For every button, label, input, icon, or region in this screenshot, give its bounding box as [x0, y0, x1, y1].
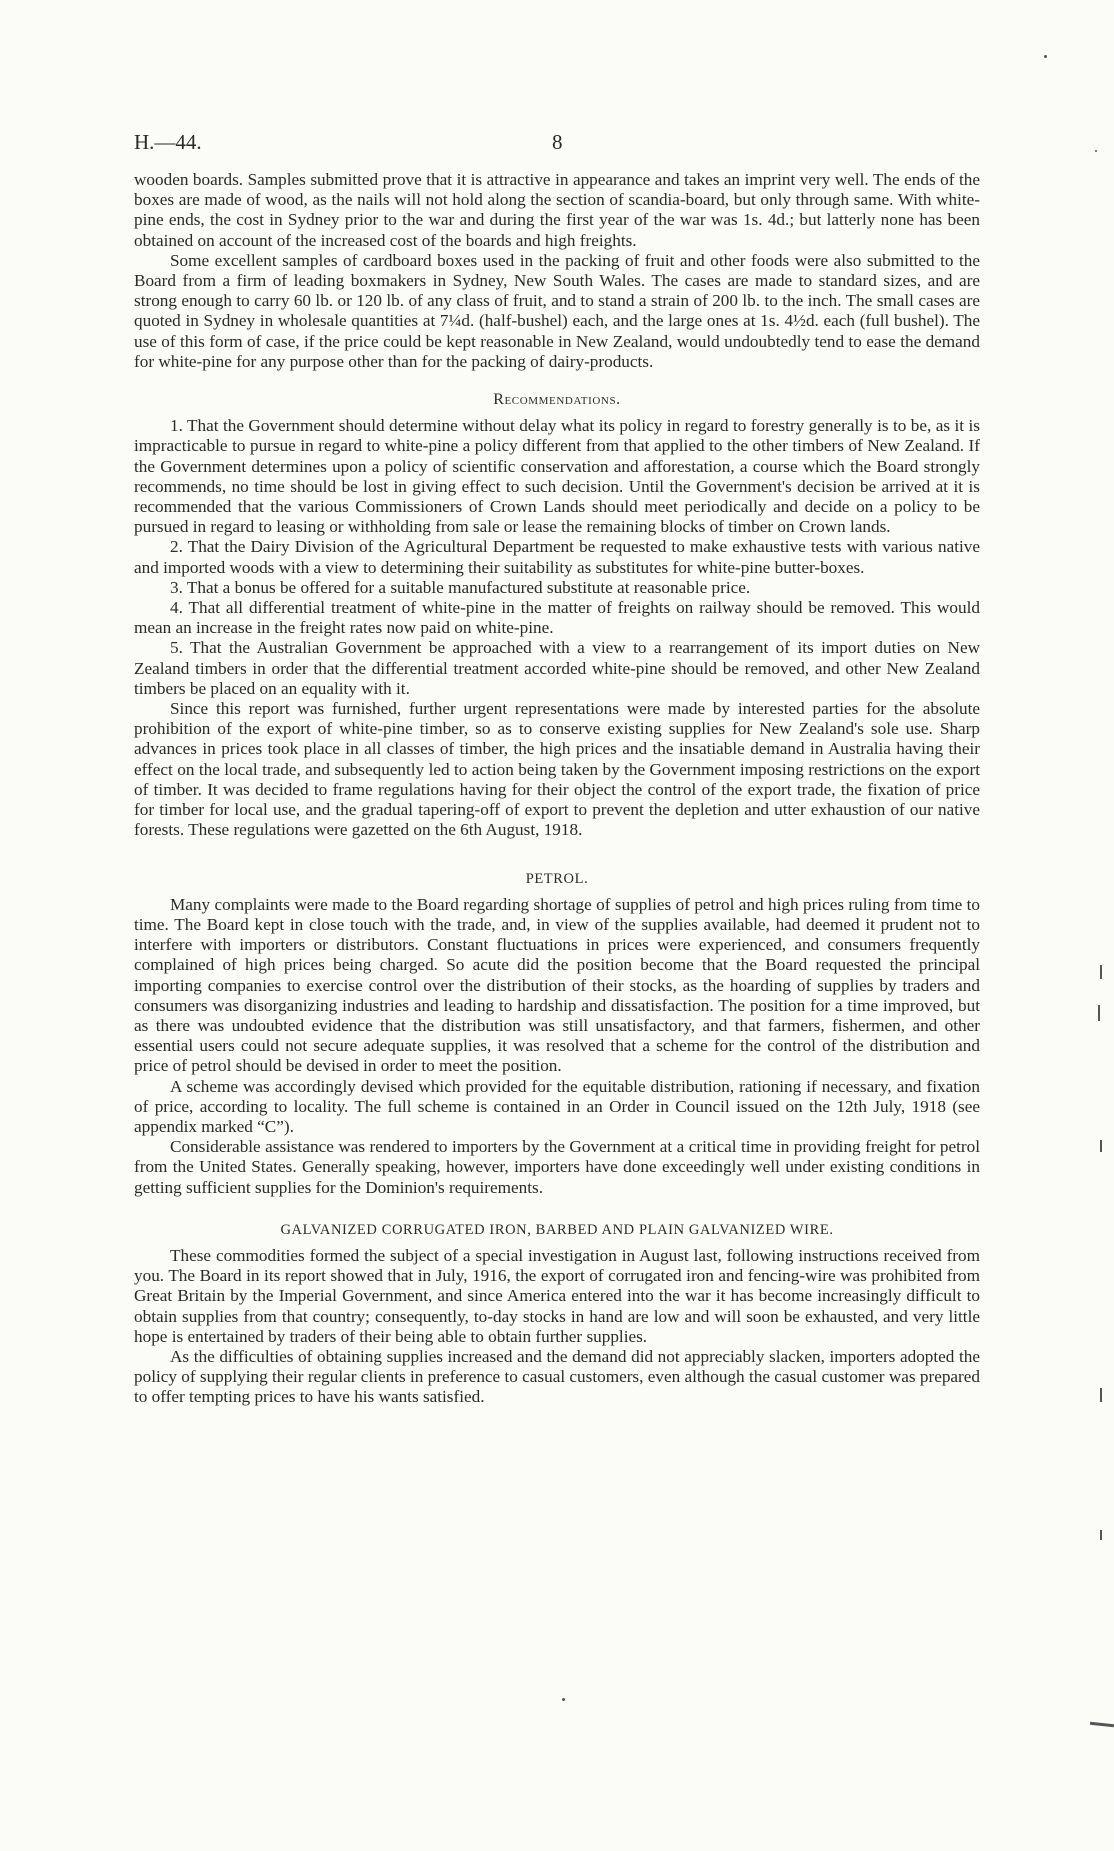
paragraph: Considerable assistance was rendered to importers by the Government at a critical time in providing freight for petrol from the United States. Generally speaking, however, importers have done exceedingly well under existing conditions in getting sufficient supplies for the Dominion's requirements. [134, 1137, 980, 1197]
paragraph: These commodities formed the subject of a special investigation in August last, following instructions received from you. The Board in its report showed that in July, 1916, the export of corrugated iron and fencing-wire was prohibited from Great Britain by the Imperial Government, and since America entered into the war it has become increasingly difficult to obtain supplies from that country; consequently, to-day stocks in hand are low and will soon be exhausted, and very little hope is entertained by traders of their being able to obtain further supplies. [134, 1245, 980, 1346]
section-heading: GALVANIZED CORRUGATED IRON, BARBED AND PLAIN GALVANIZED WIRE. [280, 1221, 834, 1238]
scan-speck [1100, 965, 1102, 979]
paragraph: wooden boards. Samples submitted prove that it is attractive in appearance and takes an imprint very well. The ends of the boxes are made of wood, as the nails will not hold along the section of scandia-board, but only through same. With white-pine ends, the cost in Sydney prior to the war and during the first year of the war was 1s. 4d.; but latterly none has been obtained on account of the increased cost of the boards and high freights. [134, 170, 980, 250]
section-recommendations [134, 390, 980, 840]
scan-speck [1100, 1140, 1102, 1152]
section-heading: Recommendations. [493, 391, 621, 409]
scan-speck [1090, 1722, 1114, 1727]
document-id: H.—44. [134, 130, 202, 154]
paragraph: Many complaints were made to the Board regarding shortage of supplies of petrol and high prices ruling from time to time. The Board kept in close touch with the trade, and, in view of the supplies available, had deemed it prudent not to interfere with importers or distributors. Constant fluctuations in prices were experienced, and consumers frequently complained of high prices being charged. So acute did the position become that the Board requested the principal importing companies to exercise control over the distribution of their stocks, as the hoarding of supplies by traders and consumers was disorganizing industries and leading to hardship and dissatisfaction. The position for a time improved, but as there was undoubted evidence that the distribution was still unsatisfactory, and that farmers, fishermen, and other essential users could not secure adequate supplies, it was resolved that a scheme for the control of the distribution and price of petrol should be devised in order to meet the position. [134, 894, 980, 1076]
scan-speck [1095, 150, 1097, 152]
paragraph: 1. That the Government should determine without delay what its policy in regard to forestry generally is to be, as it is impracticable to pursue in regard to white-pine a policy different from that applied to the other timbers of New Zealand. If the Government determines upon a policy of scientific conservation and afforestation, a course which the Board strongly recommends, no time should be lost in giving effect to such decision. Until the Government's decision be arrived at it is recommended that the various Commissioners of Crown Lands should meet periodically and decide on a policy to be pursued in regard to leasing or withholding from sale or lease the remaining blocks of timber on Crown lands. [134, 416, 980, 537]
section-heading: PETROL. [525, 870, 589, 887]
paragraph: 3. That a bonus be offered for a suitable manufactured substitute at reasonable price. [170, 577, 751, 597]
page-header [134, 118, 980, 170]
paragraph: Since this report was furnished, further urgent representations were made by interested parties for the absolute prohibition of the export of white-pine timber, so as to conserve existing supplies for New Zealand's sole use. Sharp advances in prices took place in all classes of timber, the high prices and the insatiable demand in Australia having their effect on the local trade, and subsequently led to action being taken by the Government imposing restrictions on the export of timber. It was decided to frame regulations having for their object the control of the export trade, the fixation of price for timber for local use, and the gradual tapering-off of export to prevent the depletion and utter exhaustion of our native forests. These regulations were gazetted on the 6th August, 1918. [134, 699, 980, 840]
scan-speck [1098, 1005, 1100, 1021]
scan-speck [1100, 1388, 1102, 1402]
paragraph: 5. That the Australian Government be approached with a view to a rearrangement of its import duties on New Zealand timbers in order that the differential treatment accorded white-pine should be removed, and other New Zealand timbers be placed on an equality with it. [134, 638, 980, 698]
paragraph: Some excellent samples of cardboard boxes used in the packing of fruit and other foods were also submitted to the Board from a firm of leading boxmakers in Sydney, New South Wales. The cases are made to standard sizes, and are strong enough to carry 60 lb. or 120 lb. of any class of fruit, and to stand a strain of 200 lb. to the inch. The small cases are quoted in Sydney in wholesale quantities at 7¼d. (half-bushel) each, and the large ones at 1s. 4½d. each (full bushel). The use of this form of case, if the price could be kept reasonable in New Zealand, would undoubtedly tend to ease the demand for white-pine for any purpose other than for the packing of dairy-products. [134, 250, 980, 371]
page-number: 8 [552, 130, 563, 154]
scan-speck [1044, 55, 1047, 58]
paragraph: A scheme was accordingly devised which provided for the equitable distribution, rationing if necessary, and fixation of price, according to locality. The full scheme is contained in an Order in Council issued on the 12th July, 1918 (see appendix marked “C”). [134, 1076, 980, 1136]
scan-speck [1100, 1530, 1102, 1540]
paragraph: 4. That all differential treatment of white-pine in the matter of freights on railway should be removed. This would mean an increase in the freight rates now paid on white-pine. [134, 598, 980, 638]
paragraph: As the difficulties of obtaining supplies increased and the demand did not appreciably slacken, importers adopted the policy of supplying their regular clients in preference to casual customers, even although the casual customer was prepared to offer tempting prices to have his wants satisfied. [134, 1346, 980, 1407]
document-page [134, 118, 980, 1408]
scan-speck [562, 1698, 565, 1701]
section-galvanized [134, 1220, 980, 1408]
section-intro [134, 170, 980, 372]
paragraph: 2. That the Dairy Division of the Agricultural Department be requested to make exhaustive tests with various native and imported woods with a view to determining their suitability as substitutes for white-pine butter-boxes. [134, 537, 980, 577]
section-petrol [134, 869, 980, 1198]
